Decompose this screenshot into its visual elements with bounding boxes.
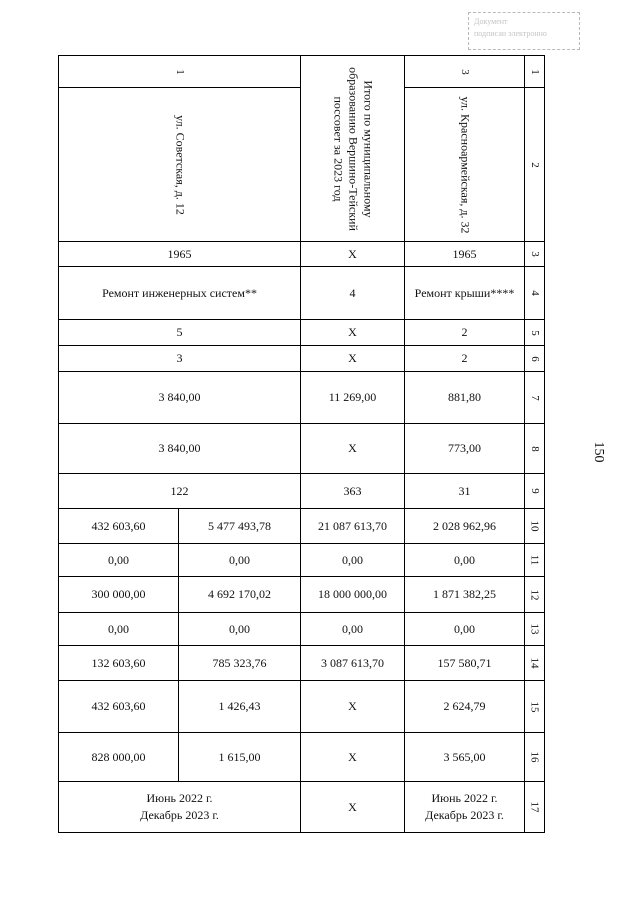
table-row: [59, 733, 545, 782]
row-number: 10: [525, 509, 545, 544]
period-start: Июнь 2022 г.: [431, 791, 498, 805]
total-cell: Х: [301, 782, 405, 833]
table-row: [59, 372, 545, 424]
row-number: 16: [525, 733, 545, 782]
period-end: Декабрь 2023 г.: [425, 808, 504, 822]
row-number: 1: [525, 56, 545, 88]
row-number: 11: [525, 544, 545, 577]
address-left-cell: [59, 88, 301, 242]
total-cell: Х: [301, 346, 405, 372]
left-cell: Ремонт инженерных систем**: [59, 267, 301, 320]
table-row: [59, 56, 545, 88]
total-cell: Х: [301, 242, 405, 267]
left-cell-b: 0,00: [179, 544, 301, 577]
left-cell: 5: [59, 320, 301, 346]
row-number: 14: [525, 646, 545, 681]
right-cell: 881,80: [405, 372, 525, 424]
left-cell: 122: [59, 474, 301, 509]
table-row: [59, 577, 545, 613]
row-number: 9: [525, 474, 545, 509]
right-cell: 1 871 382,25: [405, 577, 525, 613]
row-number: 15: [525, 681, 545, 733]
right-cell: 0,00: [405, 613, 525, 646]
left-cell-a: 0,00: [59, 613, 179, 646]
row-number: 3: [525, 242, 545, 267]
total-cell: 3 087 613,70: [301, 646, 405, 681]
right-cell: 157 580,71: [405, 646, 525, 681]
row-number: 5: [525, 320, 545, 346]
table-row: [59, 646, 545, 681]
left-cell-a: 432 603,60: [59, 681, 179, 733]
stamp-line-1: Документ: [474, 17, 508, 26]
total-cell: 0,00: [301, 544, 405, 577]
column-index-1: 1: [59, 56, 301, 88]
total-cell: 363: [301, 474, 405, 509]
table-row: [59, 474, 545, 509]
table-row: [59, 544, 545, 577]
table-row: [59, 782, 545, 833]
right-cell: 2: [405, 346, 525, 372]
left-cell-b: 0,00: [179, 613, 301, 646]
right-cell: 773,00: [405, 424, 525, 474]
table-row: [59, 320, 545, 346]
electronic-signature-stamp: [468, 12, 580, 50]
table-row: [59, 613, 545, 646]
left-cell-a: 300 000,00: [59, 577, 179, 613]
total-cell: 18 000 000,00: [301, 577, 405, 613]
table-row: [59, 424, 545, 474]
total-header-text: Итого по муниципальному образованию Вершино-Тейский поссовет за 2023 год: [331, 66, 375, 231]
data-table: [58, 55, 545, 833]
total-cell: Х: [301, 681, 405, 733]
left-cell: 3 840,00: [59, 424, 301, 474]
right-cell: 0,00: [405, 544, 525, 577]
row-number: 12: [525, 577, 545, 613]
right-cell: Ремонт крыши****: [405, 267, 525, 320]
table-row: [59, 242, 545, 267]
row-number: 6: [525, 346, 545, 372]
right-cell: 31: [405, 474, 525, 509]
right-cell: 2: [405, 320, 525, 346]
right-cell: 2 028 962,96: [405, 509, 525, 544]
total-cell: 0,00: [301, 613, 405, 646]
page-number: 150: [591, 441, 606, 463]
period-end: Декабрь 2023 г.: [140, 808, 219, 822]
address-right-cell: [405, 88, 525, 242]
total-header-cell: [301, 56, 405, 242]
left-cell: 3 840,00: [59, 372, 301, 424]
left-cell-b: 785 323,76: [179, 646, 301, 681]
row-number: 13: [525, 613, 545, 646]
left-cell: 1965: [59, 242, 301, 267]
table-row: [59, 681, 545, 733]
left-cell-a: 0,00: [59, 544, 179, 577]
period-start: Июнь 2022 г.: [146, 791, 213, 805]
total-cell: 4: [301, 267, 405, 320]
table-row: [59, 267, 545, 320]
left-cell: 3: [59, 346, 301, 372]
row-number: 8: [525, 424, 545, 474]
column-index-3: 3: [405, 56, 525, 88]
total-cell: Х: [301, 424, 405, 474]
left-cell-a: 828 000,00: [59, 733, 179, 782]
left-cell-b: 5 477 493,78: [179, 509, 301, 544]
table-row: [59, 509, 545, 544]
left-cell-a: 132 603,60: [59, 646, 179, 681]
left-cell-a: 432 603,60: [59, 509, 179, 544]
right-period-cell: [405, 782, 525, 833]
right-cell: 1965: [405, 242, 525, 267]
total-cell: Х: [301, 320, 405, 346]
total-cell: 21 087 613,70: [301, 509, 405, 544]
right-cell: 3 565,00: [405, 733, 525, 782]
stamp-line-2: подписан электронно: [474, 29, 547, 38]
row-number: 4: [525, 267, 545, 320]
address-right: ул. Красноармейская, д. 32: [458, 96, 472, 233]
right-cell: 2 624,79: [405, 681, 525, 733]
left-cell-b: 4 692 170,02: [179, 577, 301, 613]
total-cell: Х: [301, 733, 405, 782]
left-cell-b: 1 426,43: [179, 681, 301, 733]
row-number: 2: [525, 88, 545, 242]
row-number: 7: [525, 372, 545, 424]
address-left: ул. Советская, д. 12: [173, 114, 187, 215]
table-row: [59, 346, 545, 372]
left-period-cell: [59, 782, 301, 833]
left-cell-b: 1 615,00: [179, 733, 301, 782]
row-number: 17: [525, 782, 545, 833]
total-cell: 11 269,00: [301, 372, 405, 424]
